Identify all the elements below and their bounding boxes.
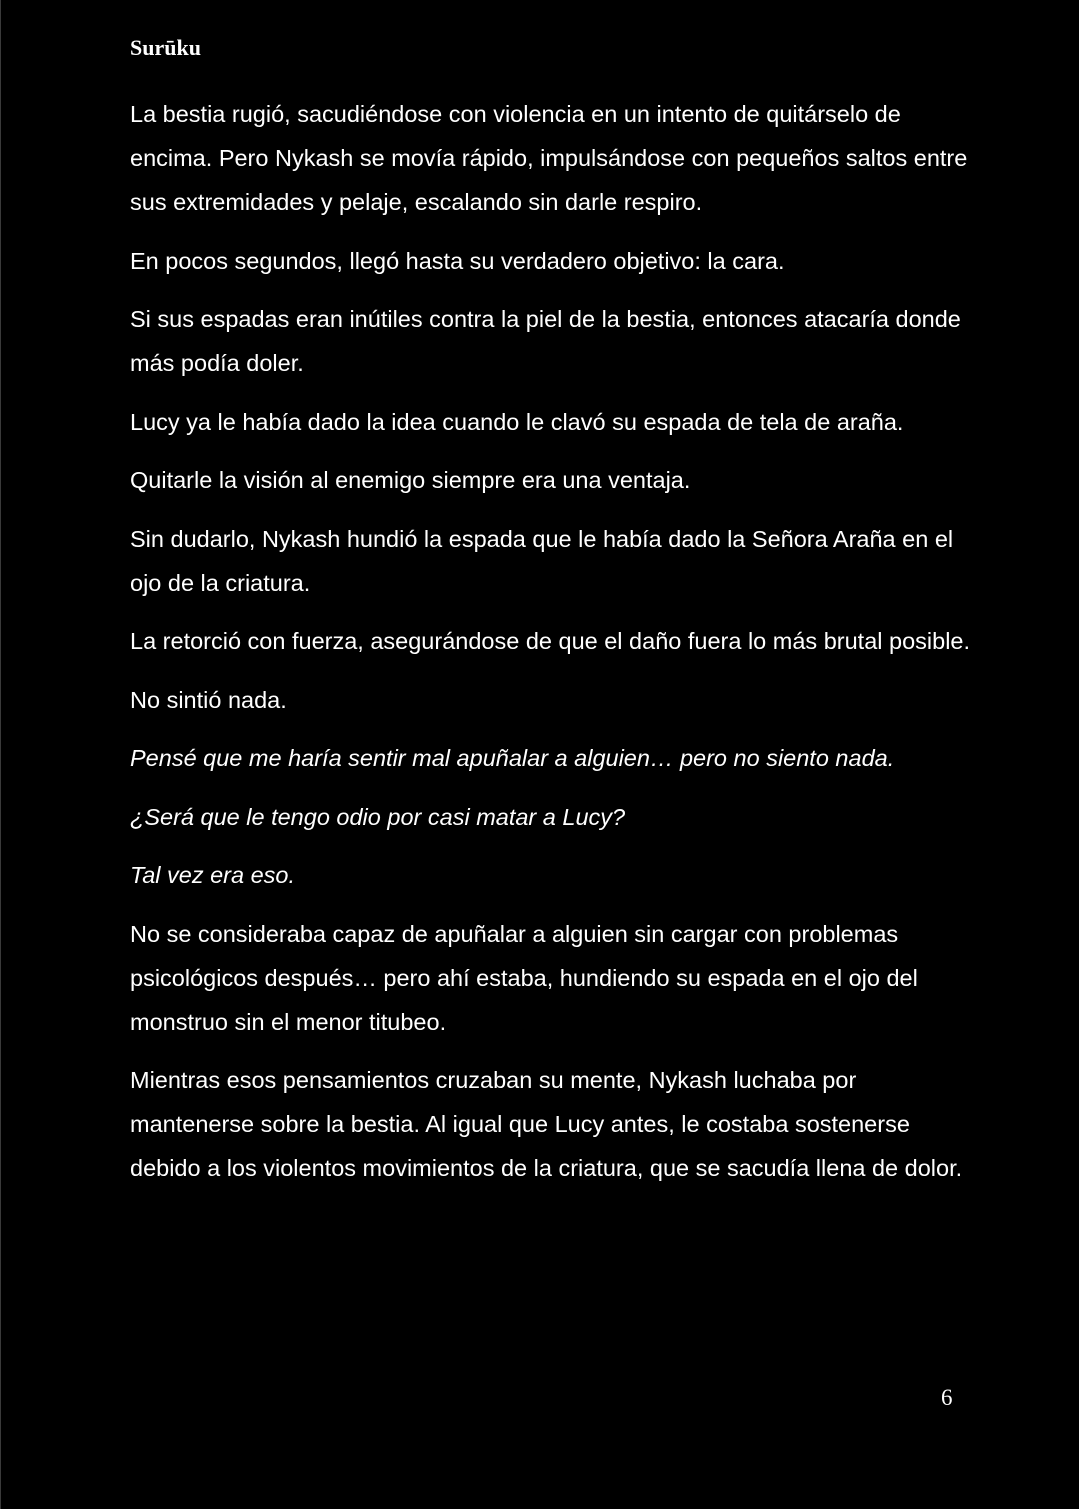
paragraph: Quitarle la visión al enemigo siempre era una ventaja.	[130, 467, 691, 493]
paragraph: Si sus espadas eran inútiles contra la piel de la bestia, entonces atacaría donde más podía doler.	[130, 306, 961, 376]
italic-thought-paragraph: Pensé que me haría sentir mal apuñalar a alguien… pero no siento nada.	[130, 745, 895, 771]
page-number: 6	[941, 1385, 953, 1410]
book-title-header: Surūku	[130, 35, 201, 60]
paragraph: No sintió nada.	[130, 686, 287, 713]
paragraph: Sin dudarlo, Nykash hundió la espada que le había dado la Señora Araña en el ojo de la criatura.	[130, 525, 954, 596]
body-text	[130, 92, 970, 1205]
document-page	[1, 0, 1079, 1509]
paragraph: Mientras esos pensamientos cruzaban su mente, Nykash luchaba por mantenerse sobre la bestia. Al igual que Lucy antes, le costaba sostenerse debido a los violentos movimientos de la criatura, que se sacudía llena de dolor.	[130, 1067, 963, 1181]
paragraph: No se consideraba capaz de apuñalar a alguien sin cargar con problemas psicológicos después… pero ahí estaba, hundiendo su espada en el ojo del monstruo sin el menor titubeo.	[130, 920, 918, 1035]
paragraph: En pocos segundos, llegó hasta su verdadero objetivo: la cara.	[130, 247, 785, 274]
italic-thought-paragraph: ¿Será que le tengo odio por casi matar a Lucy?	[130, 803, 626, 830]
paragraph: Lucy ya le había dado la idea cuando le clavó su espada de tela de araña.	[130, 408, 904, 435]
paragraph: La bestia rugió, sacudiéndose con violencia en un intento de quitárselo de encima. Pero Nykash se movía rápido, impulsándose con pequeños saltos entre sus extremidades y pelaje, escalando sin darle respiro.	[130, 101, 968, 215]
italic-thought-paragraph: Tal vez era eso.	[130, 862, 296, 888]
paragraph: La retorció con fuerza, asegurándose de que el daño fuera lo más brutal posible.	[130, 628, 971, 654]
